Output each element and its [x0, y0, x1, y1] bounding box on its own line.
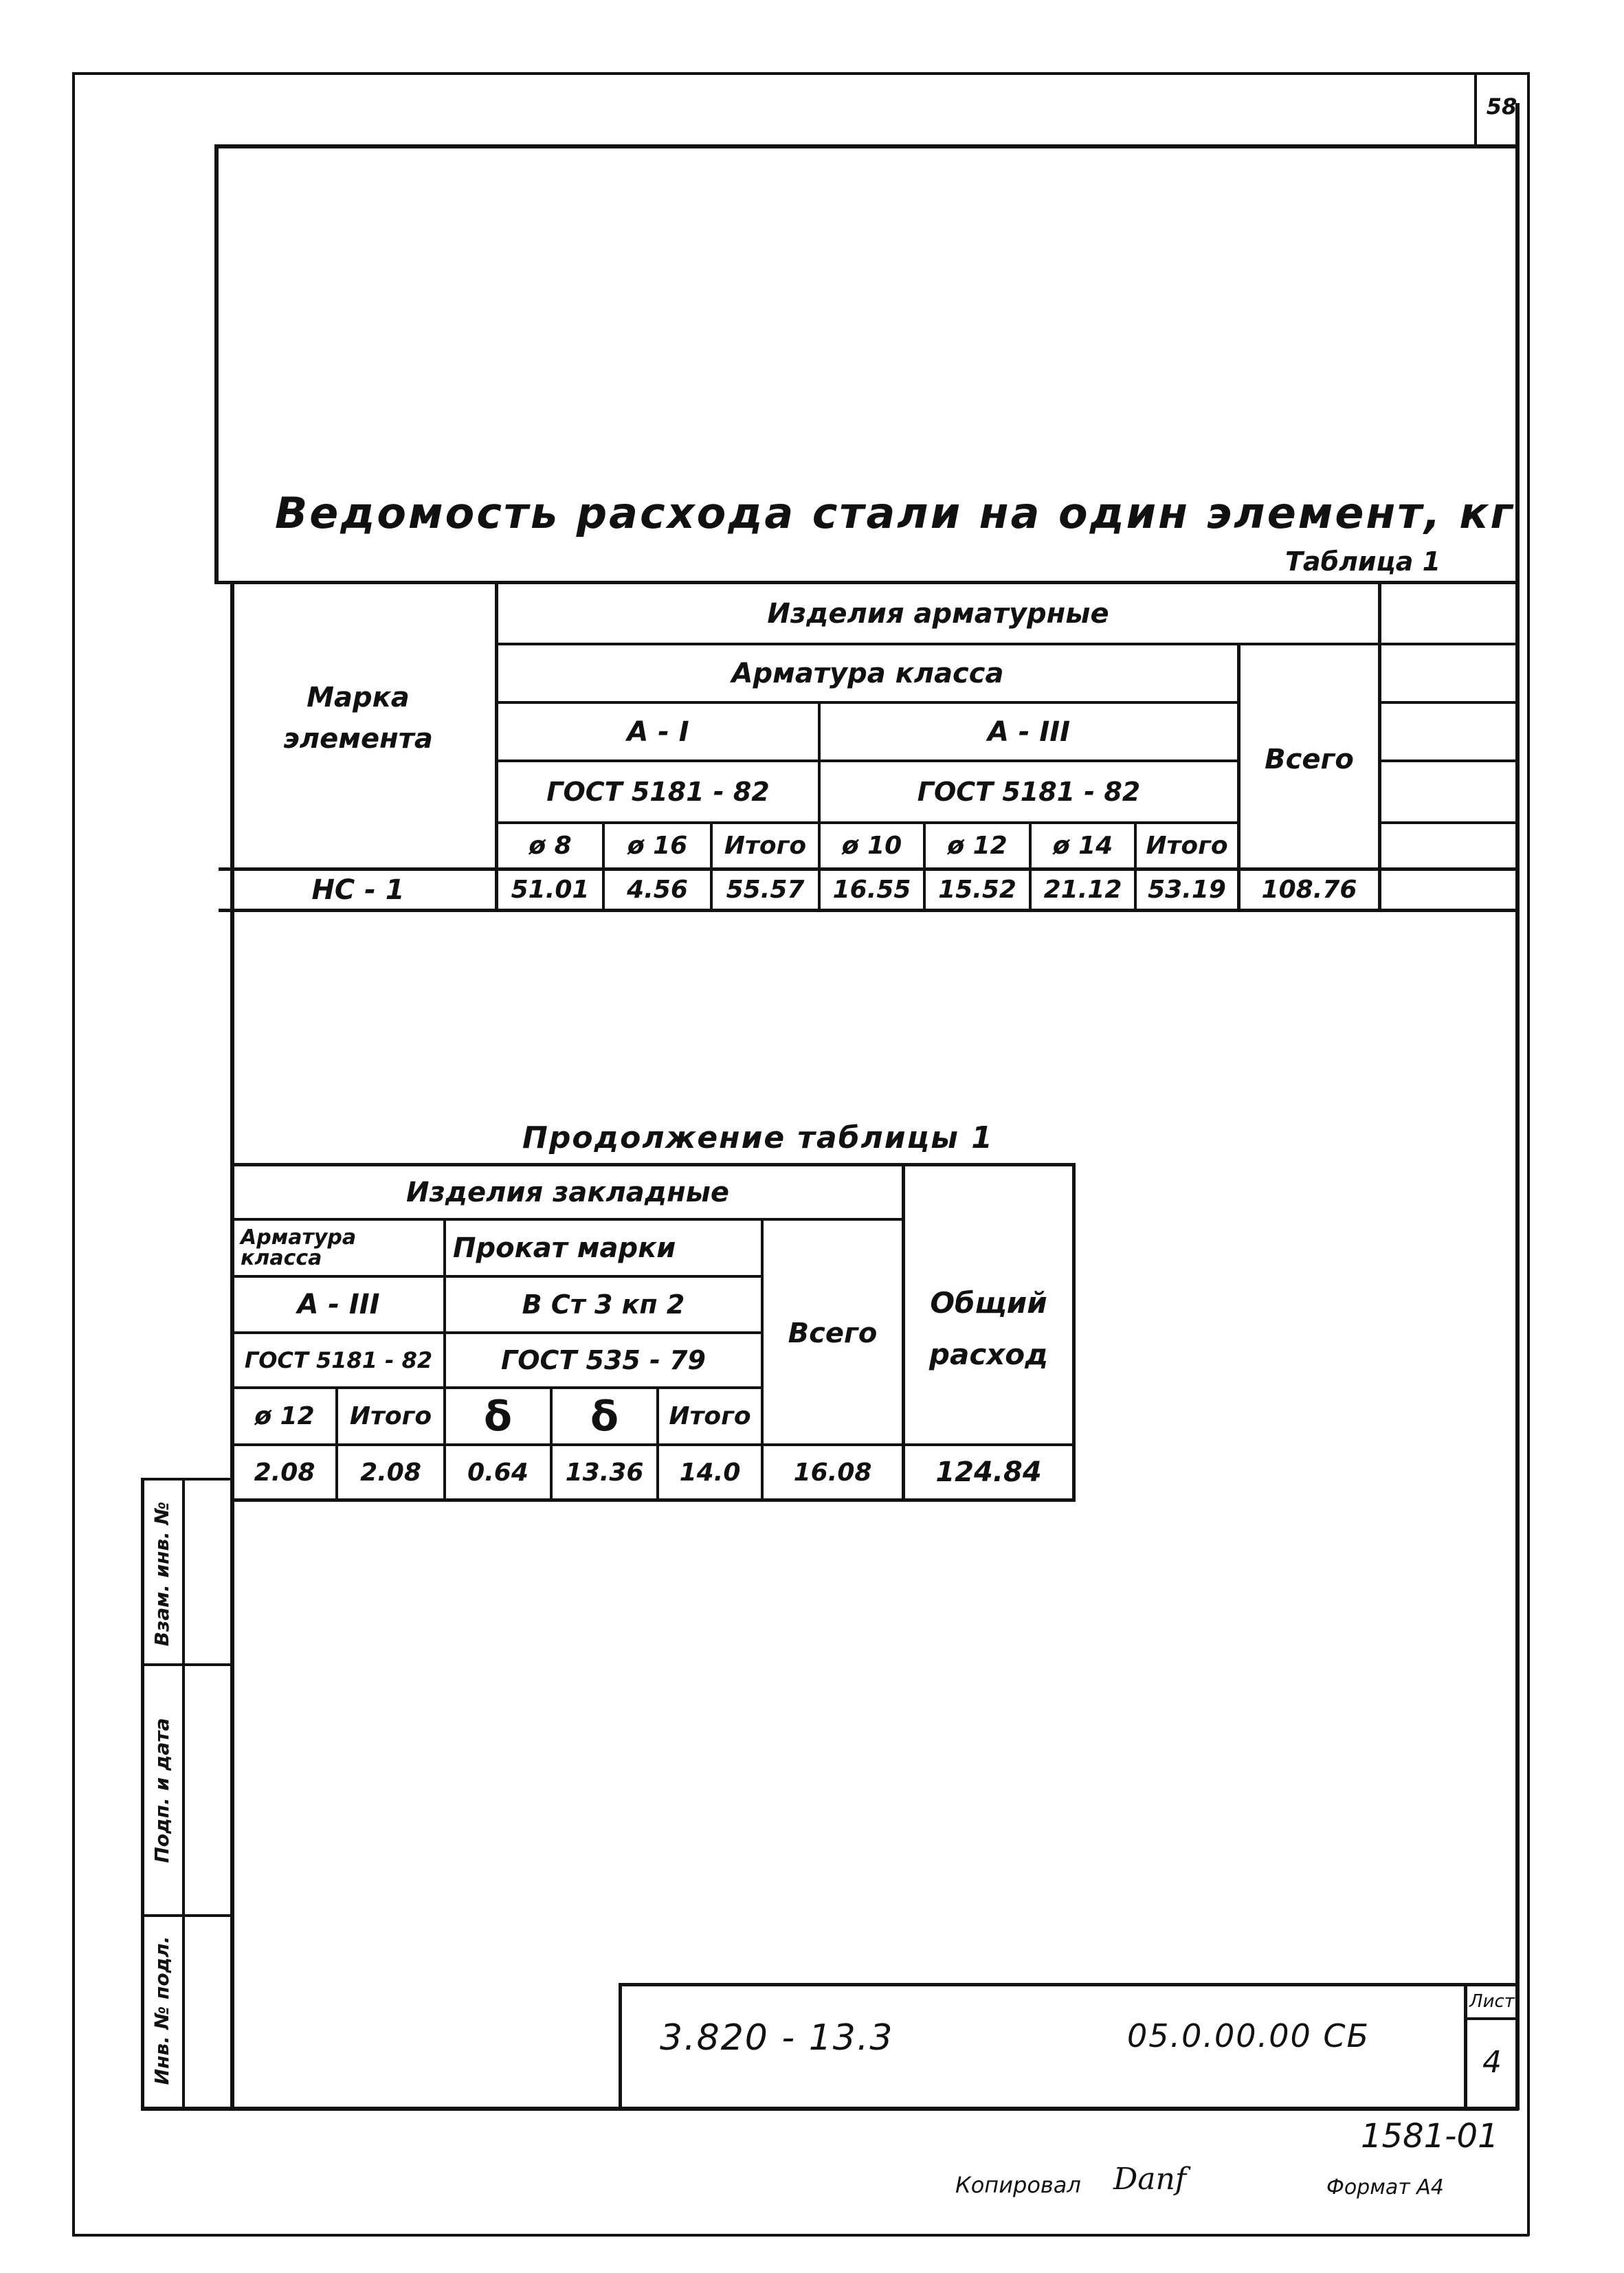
emb-value-thickness-2: 13.36 [565, 1458, 644, 1487]
steel-grade: В Ст 3 кп 2 [522, 1289, 685, 1320]
emb-value-thickness-1: 0.64 [467, 1458, 529, 1487]
mark-header-line1: Марка [307, 682, 410, 713]
col-d8: ø 8 [529, 832, 572, 860]
emb-value-subtotal-rolled: 14.0 [679, 1458, 741, 1487]
overall-value: 124.84 [935, 1456, 1042, 1488]
doc-code: 3.820 - 13.3 [660, 2017, 894, 2059]
emb-col-d12: ø 12 [254, 1402, 315, 1430]
embedded-group-header: Изделия закладные [406, 1176, 729, 1208]
drawing-code: 05.0.00.00 СБ [1127, 2017, 1370, 2054]
embedded-gost-rolled: ГОСТ 535 - 79 [501, 1345, 706, 1375]
reinforcement-group-header: Изделия арматурные [767, 597, 1109, 630]
page-number: 58 [1486, 93, 1517, 120]
col-d12: ø 12 [947, 832, 1008, 860]
emb-value-subtotal-armature: 2.08 [360, 1458, 421, 1487]
col-subtotal-a3: Итого [1146, 832, 1228, 860]
value-d10: 16.55 [832, 876, 911, 904]
emb-col-subtotal-armature: Итого [349, 1402, 432, 1430]
gost-a3: ГОСТ 5181 - 82 [917, 777, 1141, 807]
value-subtotal-a3: 53.19 [1148, 876, 1226, 904]
value-d14: 21.12 [1043, 876, 1122, 904]
embedded-gost-armature: ГОСТ 5181 - 82 [244, 1347, 433, 1373]
class-a3: А - III [987, 716, 1071, 748]
emb-value-total: 16.08 [793, 1458, 872, 1487]
reinforcement-class-header: Арматура класса [731, 657, 1004, 689]
overall-header-line2: расход [928, 1337, 1049, 1371]
col-d14: ø 14 [1052, 832, 1113, 860]
class-a1: А - I [627, 716, 689, 748]
emb-col-thickness-2: δ [590, 1392, 619, 1441]
armature-class-header: Арматура класса [241, 1225, 357, 1270]
value-d12: 15.52 [938, 876, 1016, 904]
overall-header-line1: Общий [930, 1285, 1047, 1320]
emb-value-d12: 2.08 [254, 1458, 315, 1487]
col-subtotal-a1: Итого [724, 832, 807, 860]
embedded-total-header: Всего [788, 1318, 878, 1349]
document-title: Ведомость расхода стали на один элемент, кг [275, 488, 1515, 538]
gost-a1: ГОСТ 5181 - 82 [546, 777, 770, 807]
mark-header-line2: элемента [283, 723, 433, 755]
format-label: Формат А4 [1326, 2175, 1444, 2199]
total-header: Всего [1265, 744, 1354, 775]
table1-cont-caption: Продолжение таблицы 1 [522, 1120, 994, 1155]
sheet-number: 4 [1482, 2044, 1502, 2080]
emb-col-subtotal-rolled: Итого [669, 1402, 751, 1430]
table1-caption: Таблица 1 [1285, 546, 1441, 577]
emb-col-thickness-1: δ [483, 1392, 513, 1441]
side-stamp-original-inv: Инв. № подл. [150, 1936, 173, 2085]
col-d10: ø 10 [841, 832, 902, 860]
archive-number: 1581-01 [1361, 2117, 1499, 2155]
sheet-label: Лист [1469, 1991, 1515, 2012]
copier-signature: Danf [1113, 2162, 1187, 2197]
row-mark: НС - 1 [311, 874, 405, 906]
side-stamp-signature-date: Подп. и дата [150, 1718, 173, 1863]
value-d16: 4.56 [627, 876, 688, 904]
value-total: 108.76 [1261, 876, 1357, 904]
col-d16: ø 16 [627, 832, 688, 860]
side-stamp-replaced-inv: Взам. инв. № [150, 1501, 173, 1647]
copied-label: Копировал [955, 2172, 1081, 2198]
rolled-steel-header: Прокат марки [453, 1232, 676, 1264]
value-subtotal-a1: 55.57 [726, 876, 805, 904]
value-d8: 51.01 [511, 876, 590, 904]
embedded-class-a3: А - III [297, 1289, 380, 1320]
